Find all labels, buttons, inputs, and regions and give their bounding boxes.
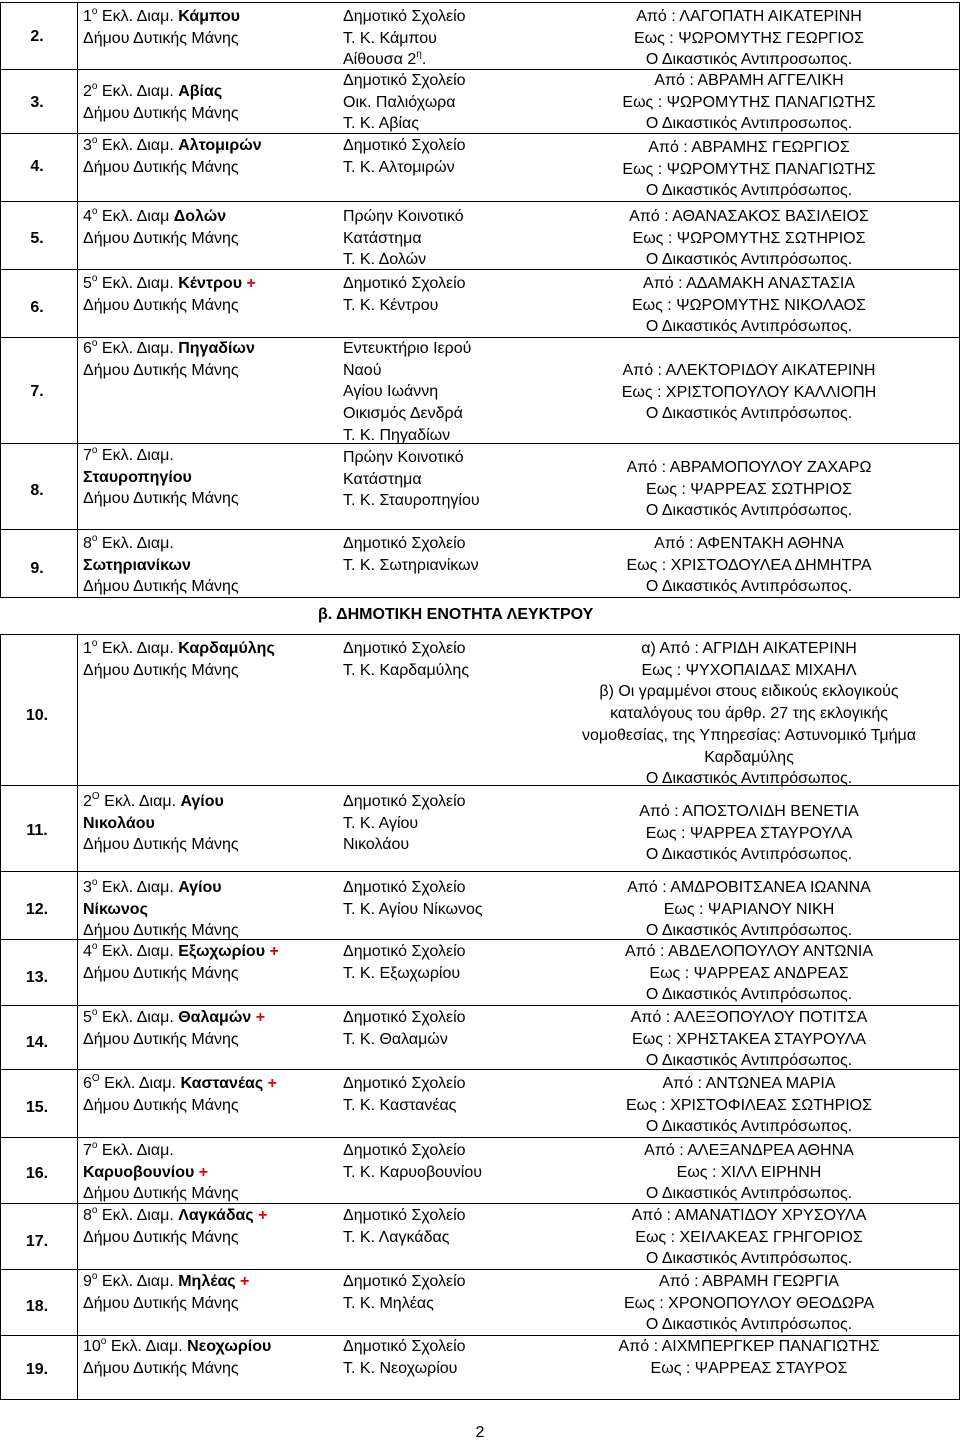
location: Δημοτικό Σχολείο Τ. Κ. Κάμπου Αίθουσα $2^\eta$. — [343, 8, 466, 69]
location: Δημοτικό Σχολείο Τ. Κ. Λαγκάδας — [343, 1207, 466, 1246]
table-row — [1, 871, 959, 940]
section-name: $6^o$ Εκλ. Διαμ. Πηγαδίων Δήμου Δυτικής Μάνης — [83, 338, 255, 379]
section-name: $1^o$ Εκλ. Διαμ. Καρδαμύλης Δήμου Δυτικής Μάνης — [83, 638, 275, 679]
representative: Από : ΑΛΕΞΑΝΔΡΕΑ ΑΘΗΝΑ Εως : ΧΙΛΛ ΕΙΡΗΝΗ Ο Δικαστικός Αντιπρόσωπος. — [644, 1142, 854, 1203]
row-number: 8. — [30, 482, 44, 499]
row-number: 7. — [30, 383, 44, 400]
row-number: 13. — [25, 969, 49, 986]
section-name: $2^O$ Εκλ. Διαμ. Αγίου Νικολάου Δήμου Δυτικής Μάνης — [83, 791, 239, 854]
location: Δημοτικό Σχολείο Τ. Κ. Σωτηριανίκων — [343, 535, 479, 574]
polling-table-a — [0, 2, 960, 598]
section-name: $3^o$ Εκλ. Διαμ. Αγίου Νίκωνος Δήμου Δυτικής Μάνης — [83, 877, 239, 940]
section-name: $4^o$ Εκλ. Διαμ Δολών Δήμου Δυτικής Μάνης — [83, 206, 239, 247]
representative: Από : ΑΛΕΞΟΠΟΥΛΟΥ ΠΟΤΙΤΣΑ Εως : ΧΡΗΣΤΑΚΕΑ ΣΤΑΥΡΟΥΛΑ Ο Δικαστικός Αντιπρόσωπος. — [630, 1009, 868, 1070]
representative: Από : ΑΝΤΩΝΕΑ ΜΑΡΙΑ Εως : ΧΡΙΣΤΟΦΙΛΕΑΣ ΣΩΤΗΡΙΟΣ Ο Δικαστικός Αντιπρόσωπος. — [625, 1075, 873, 1136]
location: Δημοτικό Σχολείο Τ. Κ. Θαλαμών — [343, 1009, 466, 1048]
representative: Από : ΑΠΟΣΤΟΛΙΔΗ ΒΕΝΕΤΙΑ Εως : ΨΑΡΡΕΑ ΣΤΑΥΡΟΥΛΑ Ο Δικαστικός Αντιπρόσωπος. — [639, 803, 859, 864]
table-row — [1, 269, 959, 338]
row-number: 9. — [30, 560, 44, 577]
row-number: 12. — [25, 901, 49, 918]
location: Δημοτικό Σχολείο Οικ. Παλιόχωρα Τ. Κ. Αβίας — [343, 72, 466, 133]
row-number: 19. — [25, 1361, 49, 1378]
representative: Από : ΑΙΧΜΠΕΡΓΚΕΡ ΠΑΝΑΓΙΩΤΗΣ Εως : ΨΑΡΡΕΑΣ ΣΤΑΥΡΟΣ — [618, 1338, 880, 1377]
representative: Από : ΛΑΓΟΠΑΤΗ ΑΙΚΑΤΕΡΙΝΗ Εως : ΨΩΡΟΜΥΤΗΣ ΓΕΩΡΓΙΟΣ Ο Δικαστικός Αντιπροσωπος. — [633, 8, 865, 69]
representative: α) Από : ΑΓΡΙΔΗ ΑΙΚΑΤΕΡΙΝΗ Εως : ΨΥΧΟΠΑΙΔΑΣ ΜΙΧΑΗΛ β) Οι γραμμένοι στους ειδικούς εκλογικούς καταλόγους του άρθρ. 27 της εκλογικής νομοθεσίας, της Υπηρεσίας: Αστυνομικό Τμήμα Καρδαμύλης Ο Δικαστικός Αντιπρόσωπος. — [582, 640, 916, 788]
row-number: 2. — [30, 28, 44, 45]
location: Δημοτικό Σχολείο Τ. Κ. Κέντρου — [343, 275, 466, 314]
location: Δημοτικό Σχολείο Τ. Κ. Αγίου Νίκωνος — [343, 879, 483, 918]
location: Δημοτικό Σχολείο Τ. Κ. Νεοχωρίου — [343, 1338, 466, 1377]
representative: Από : ΑΔΑΜΑΚΗ ΑΝΑΣΤΑΣΙΑ Εως : ΨΩΡΟΜΥΤΗΣ ΝΙΚΟΛΑΟΣ Ο Δικαστικός Αντιπρόσωπος. — [631, 275, 866, 336]
row-number: 11. — [26, 822, 48, 839]
table-row — [1, 443, 959, 530]
table-row — [1, 201, 959, 270]
row-number: 4. — [30, 158, 44, 175]
representative: Από : ΑΜΔΡΟΒΙΤΣΑΝΕΑ ΙΩΑΝΝΑ Εως : ΨΑΡΙΑΝΟΥ ΝΙΚΗ Ο Δικαστικός Αντιπρόσωπος. — [627, 879, 871, 940]
table-row — [1, 1069, 959, 1138]
representative: Από : ΑΒΡΑΜΟΠΟΥΛΟΥ ΖΑΧΑΡΩ Εως : ΨΑΡΡΕΑΣ ΣΩΤΗΡΙΟΣ Ο Δικαστικός Αντιπρόσωπος. — [626, 459, 872, 520]
table-row — [1, 529, 959, 598]
row-number: 10. — [25, 707, 49, 724]
polling-table-b — [0, 634, 960, 1400]
location: Δημοτικό Σχολείο Τ. Κ. Μηλέας — [343, 1273, 466, 1312]
row-number: 6. — [30, 299, 44, 316]
location: Δημοτικό Σχολείο Τ. Κ. Καστανέας — [343, 1075, 466, 1114]
section-name: $2^o$ Εκλ. Διαμ. Αβίας Δήμου Δυτικής Μάνης — [83, 81, 239, 122]
location: Εντευκτήριο Ιερού Ναού Αγίου Ιωάννη Οικισμός Δενδρά Τ. Κ. Πηγαδίων — [343, 340, 472, 444]
location: Δημοτικό Σχολείο Τ. Κ. Αγίου Νικολάου — [343, 793, 466, 854]
table-row — [1, 635, 959, 788]
table-row — [1, 939, 959, 1006]
representative: Από : ΑΜΑΝΑΤΙΔΟΥ ΧΡΥΣΟΥΛΑ Εως : ΧΕΙΛΑΚΕΑΣ ΓΡΗΓΟΡΙΟΣ Ο Δικαστικός Αντιπρόσωπος. — [631, 1207, 867, 1268]
section-name: $9^o$ Εκλ. Διαμ. Μηλέας + Δήμου Δυτικής Μάνης — [83, 1271, 250, 1312]
representative: Από : ΑΒΡΑΜΗΣ ΓΕΩΡΓΙΟΣ Εως : ΨΩΡΟΜΥΤΗΣ ΠΑΝΑΓΙΩΤΗΣ Ο Δικαστικός Αντιπρόσωπος. — [622, 139, 876, 200]
location: Δημοτικό Σχολείο Τ. Κ. Αλτομιρών — [343, 137, 466, 176]
section-name: $1^o$ Εκλ. Διαμ. Κάμπου Δήμου Δυτικής Μάνης — [83, 6, 240, 47]
table-row — [1, 785, 959, 872]
section-name: $7^o$ Εκλ. Διαμ. Σταυροπηγίου Δήμου Δυτικής Μάνης — [83, 445, 239, 508]
row-number: 14. — [25, 1034, 49, 1051]
representative: Από : ΑΒΡΑΜΗ ΑΓΓΕΛΙΚΗ Εως : ΨΩΡΟΜΥΤΗΣ ΠΑΝΑΓΙΩΤΗΣ Ο Δικαστικός Αντιπροσωπος. — [622, 72, 876, 133]
section-name: $5^o$ Εκλ. Διαμ. Θαλαμών + Δήμου Δυτικής Μάνης — [83, 1007, 266, 1048]
representative: Από : ΑΦΕΝΤΑΚΗ ΑΘΗΝΑ Εως : ΧΡΙΣΤΟΔΟΥΛΕΑ ΔΗΜΗΤΡΑ Ο Δικαστικός Αντιπρόσωπος. — [626, 535, 872, 596]
representative: Από : ΑΒΔΕΛΟΠΟΥΛΟΥ ΑΝΤΩΝΙΑ Εως : ΨΑΡΡΕΑΣ ΑΝΔΡΕΑΣ Ο Δικαστικός Αντιπρόσωπος. — [624, 943, 874, 1004]
representative: Από : ΑΘΑΝΑΣΑΚΟΣ ΒΑΣΙΛΕΙΟΣ Εως : ΨΩΡΟΜΥΤΗΣ ΣΩΤΗΡΙΟΣ Ο Δικαστικός Αντιπρόσωπος. — [629, 208, 869, 269]
representative: Από : ΑΛΕΚΤΟΡΙΔΟΥ ΑΙΚΑΤΕΡΙΝΗ Εως : ΧΡΙΣΤΟΠΟΥΛΟΥ ΚΑΛΛΙΟΠΗ Ο Δικαστικός Αντιπρόσωπος. — [621, 362, 877, 423]
location: Πρώην Κοινοτικό Κατάστημα Τ. Κ. Σταυροπηγίου — [343, 449, 480, 510]
table-row — [1, 69, 959, 134]
table-row — [1, 337, 959, 444]
row-number: 15. — [25, 1099, 49, 1116]
row-number: 5. — [30, 230, 44, 247]
table-row — [1, 1137, 959, 1204]
section-name: $5^o$ Εκλ. Διαμ. Κέντρου + Δήμου Δυτικής Μάνης — [83, 273, 256, 314]
table-row — [1, 1203, 959, 1270]
table-row — [1, 1005, 959, 1070]
section-name: $8^o$ Εκλ. Διαμ. Λαγκάδας + Δήμου Δυτικής Μάνης — [83, 1205, 268, 1246]
section-name: $8^o$ Εκλ. Διαμ. Σωτηριανίκων Δήμου Δυτικής Μάνης — [83, 533, 239, 596]
table-row — [1, 3, 959, 69]
table-row — [1, 133, 959, 202]
section-name: $10^o$ Εκλ. Διαμ. Νεοχωρίου Δήμου Δυτικής Μάνης — [83, 1336, 272, 1377]
section-name: $4^o$ Εκλ. Διαμ. Εξωχωρίου + Δήμου Δυτικής Μάνης — [83, 941, 279, 982]
row-number: 16. — [25, 1165, 49, 1182]
row-number: 18. — [25, 1298, 49, 1315]
section-name: $6^O$ Εκλ. Διαμ. Καστανέας + Δήμου Δυτικής Μάνης — [83, 1073, 278, 1114]
location: Δημοτικό Σχολείο Τ. Κ. Καρυοβουνίου — [343, 1142, 482, 1181]
row-number: 3. — [30, 94, 44, 111]
page-number: 2 — [475, 1424, 485, 1441]
row-number: 17. — [25, 1233, 49, 1250]
table-row — [1, 1335, 959, 1400]
representative: Από : ΑΒΡΑΜΗ ΓΕΩΡΓΙΑ Εως : ΧΡΟΝΟΠΟΥΛΟΥ ΘΕΟΔΩΡΑ Ο Δικαστικός Αντιπρόσωπος. — [623, 1273, 875, 1334]
location: Δημοτικό Σχολείο Τ. Κ. Εξωχωρίου — [343, 943, 466, 982]
location: Πρώην Κοινοτικό Κατάστημα Τ. Κ. Δολών — [343, 208, 464, 269]
location: Δημοτικό Σχολείο Τ. Κ. Καρδαμύλης — [343, 640, 470, 679]
section-name: $3^o$ Εκλ. Διαμ. Αλτομιρών Δήμου Δυτικής Μάνης — [83, 135, 262, 176]
section-name: $7^o$ Εκλ. Διαμ. Καρυοβουνίου + Δήμου Δυτικής Μάνης — [83, 1140, 239, 1203]
section-subheading: β. ΔΗΜΟΤΙΚΗ ΕΝΟΤΗΤΑ ΛΕΥΚΤΡΟΥ — [318, 606, 594, 623]
table-row — [1, 1269, 959, 1336]
